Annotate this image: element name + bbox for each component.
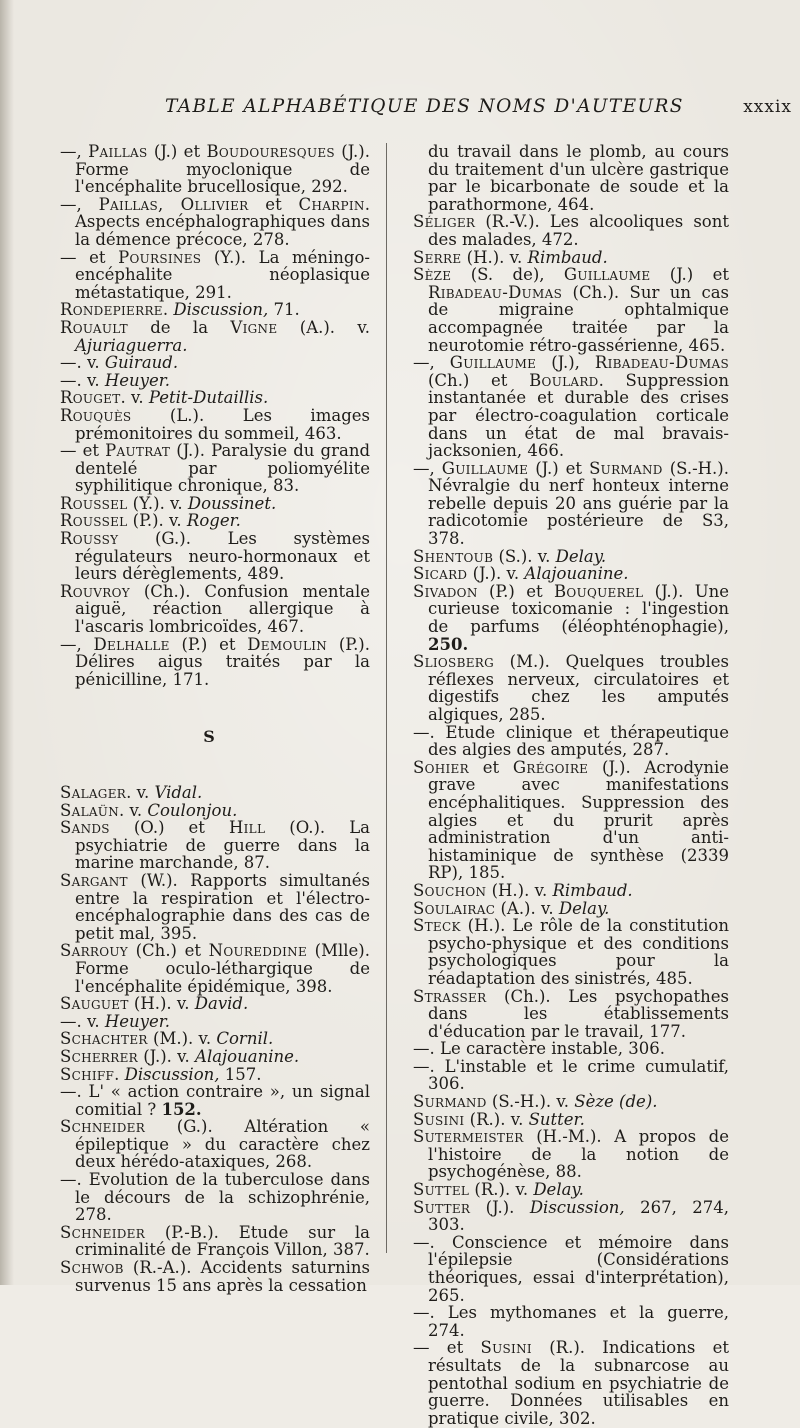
- index-entry: [60, 495, 370, 513]
- entry-text: (H.). v.: [128, 994, 195, 1014]
- entry-text: (R.). v.: [464, 1109, 529, 1129]
- index-entry: [60, 1013, 370, 1031]
- entry-text: de la: [127, 317, 231, 337]
- author-name: Surmand: [413, 1092, 487, 1112]
- index-entry: [413, 548, 729, 566]
- author-name: Vigne: [230, 317, 278, 337]
- author-name: Bouquerel: [554, 581, 644, 601]
- index-entry: [413, 1339, 729, 1427]
- cross-reference: Roger.: [186, 511, 241, 531]
- index-entry: [413, 1304, 729, 1339]
- author-name: Soulairac: [413, 898, 496, 918]
- author-name: Schachter: [60, 1029, 148, 1049]
- author-name: Rouault: [60, 317, 128, 337]
- author-name: Guillaume: [449, 353, 537, 373]
- index-entry: [413, 917, 729, 987]
- author-name: Scherrer: [60, 1046, 138, 1066]
- author-name: Sarrouy: [60, 941, 129, 961]
- index-entry: [413, 565, 729, 583]
- entry-text: (Y.). La méningo-encéphalite néoplasique métastatique, 291.: [75, 247, 371, 302]
- entry-text: (H.). Le rôle de la constitution psycho-physique et des conditions psychologiques pour la réadaptation des sinistrés, 485.: [428, 916, 729, 988]
- index-entry: [413, 1040, 729, 1058]
- cross-reference: Heuyer.: [104, 370, 171, 390]
- author-name: Paillas, Ollivier: [98, 194, 249, 214]
- index-entry: [60, 636, 370, 689]
- index-entry: [413, 1093, 729, 1111]
- entry-text: —,: [60, 142, 89, 161]
- author-name: Serre: [413, 247, 462, 267]
- author-name: Grégoire: [512, 757, 589, 777]
- author-name: Paillas: [88, 142, 148, 161]
- author-name: Séliger: [413, 212, 476, 232]
- entry-text: (L.). Les images prémonitoires du sommeil, 463.: [75, 405, 370, 443]
- entry-text: (J.). Une curieuse toxicomanie : l'ingestion de parfums (éléophténophagie),: [428, 581, 729, 637]
- author-name: Sauguet: [60, 994, 129, 1014]
- author-name: Guillaume: [563, 265, 651, 285]
- index-entry: [60, 819, 370, 872]
- index-entry: [413, 266, 729, 354]
- index-entry: [60, 143, 370, 196]
- index-entry: [413, 143, 729, 213]
- entry-text: (P.-B.). Etude sur la criminalité de François Villon, 387.: [75, 1222, 370, 1260]
- author-name: Pautrat: [105, 441, 171, 461]
- author-name: Schneider: [60, 1117, 146, 1137]
- index-entry: [60, 1066, 370, 1084]
- entry-text: . v.: [126, 783, 155, 802]
- entry-text: (H.-M.). A propos de l'histoire de la notion de psychogénèse, 88.: [428, 1127, 729, 1182]
- entry-text: (A.). v.: [277, 317, 370, 337]
- entry-text: (H.). v.: [461, 247, 528, 267]
- cross-reference: Rimbaud.: [527, 247, 608, 267]
- author-name: Souchon: [413, 880, 487, 900]
- entry-text: . v.: [119, 800, 148, 820]
- author-name: Rouvroy: [60, 581, 130, 601]
- author-name: Sliosberg: [413, 652, 494, 672]
- author-name: Rouquès: [60, 405, 132, 425]
- entry-text: (G.). Altération « épileptique » du caractère chez deux hérédo-ataxiques, 268.: [75, 1117, 370, 1172]
- index-entry: [413, 460, 729, 548]
- index-entry: [60, 530, 370, 583]
- index-entry: [413, 653, 729, 723]
- cross-reference: Discussion,: [173, 300, 269, 320]
- entry-text: (P.). v.: [127, 511, 187, 531]
- entry-text: (S. de),: [451, 265, 564, 285]
- entry-text: (J.),: [536, 353, 595, 373]
- index-entry: [60, 1224, 370, 1259]
- entry-text: (R.). v.: [469, 1180, 534, 1200]
- index-entry: [413, 724, 729, 759]
- running-head: [60, 96, 792, 126]
- entry-text: —. L' « action contraire », un signal comitial ?: [60, 1082, 370, 1119]
- index-entry: [413, 1181, 729, 1199]
- entry-text: (Mlle). Forme oculo-léthargique de l'encéphalite épidémique, 398.: [75, 941, 370, 996]
- author-name: Rondepierre: [60, 300, 163, 320]
- index-entry: [60, 389, 370, 407]
- entry-text: . v.: [120, 388, 149, 408]
- author-name: Sands: [60, 818, 110, 838]
- entry-text: (H.). v.: [486, 880, 553, 900]
- index-entry: [413, 988, 729, 1041]
- cross-reference: David.: [194, 994, 249, 1014]
- cross-reference: Doussinet.: [187, 493, 277, 513]
- author-name: Boudouresques: [206, 142, 335, 161]
- entry-text: (Ch.). Sur un cas de migraine ophtalmique accompagnée traitée par la neurotomie rétro-gassérienne, 465.: [428, 282, 729, 355]
- entry-text: 152.: [161, 1099, 202, 1119]
- index-entry: [60, 1083, 370, 1118]
- author-name: Sohier: [413, 757, 469, 777]
- author-name: Boulard: [529, 370, 599, 390]
- cross-reference: Alajouanine.: [195, 1046, 300, 1066]
- entry-text: — et: [413, 1338, 481, 1358]
- entry-text: 267, 274, 303.: [428, 1197, 730, 1235]
- cross-reference: Delay.: [555, 546, 607, 566]
- author-name: Hill: [228, 818, 266, 838]
- author-name: Delhalle: [93, 634, 170, 654]
- author-name: Roussel: [60, 493, 128, 513]
- entry-text: (A.). v.: [495, 898, 559, 918]
- running-title: TABLE ALPHABÉTIQUE DES NOMS D'AUTEURS: [165, 96, 684, 117]
- entry-text: (J.) et: [147, 142, 207, 161]
- left-column-entries-top: [60, 143, 370, 688]
- index-entry: [60, 1171, 370, 1224]
- cross-reference: Sèze (de).: [574, 1092, 658, 1112]
- index-entry: [413, 354, 729, 460]
- cross-reference: Guiraud.: [104, 353, 179, 373]
- entry-text: (Y.). v.: [127, 493, 188, 513]
- author-name: Schwob: [60, 1258, 124, 1278]
- entry-text: (S.). v.: [493, 546, 556, 566]
- index-entry: [413, 1128, 729, 1181]
- entry-text: —. v.: [60, 370, 105, 390]
- author-name: Roussel: [60, 511, 128, 531]
- author-name: Guillaume: [441, 458, 529, 478]
- index-entry: [413, 759, 729, 882]
- entry-text: —. Les mythomanes et la guerre, 274.: [413, 1303, 729, 1340]
- cross-reference: Discussion,: [124, 1064, 220, 1084]
- index-entry: [60, 442, 370, 495]
- entry-text: — et: [60, 247, 119, 267]
- cross-reference: Petit-Dutaillis.: [148, 388, 269, 408]
- cross-reference: Delay.: [533, 1180, 584, 1200]
- index-entry: [60, 372, 370, 390]
- entry-text: — et: [60, 441, 106, 461]
- entry-text: (J.). Acrodynie grave avec manifestations encéphalitiques. Suppression des algies et du prurit après administration d'un anti-histaminique de synthèse (2339 RP), 185.: [428, 757, 729, 883]
- entry-text: —,: [413, 353, 450, 373]
- right-column-entries: [413, 143, 729, 1427]
- author-name: Charpin: [298, 194, 365, 214]
- entry-text: (J.) et: [528, 458, 590, 478]
- index-entry: [60, 512, 370, 530]
- index-entry: [413, 583, 729, 653]
- entry-text: (G.). Les systèmes régulateurs neuro-hormonaux et leurs dérèglements, 489.: [75, 529, 370, 584]
- index-entry: [60, 1118, 370, 1171]
- entry-text: (O.) et: [109, 818, 229, 838]
- index-entry: [413, 213, 729, 248]
- entry-text: (J.). Forme myoclonique de l'encéphalite brucellosique, 292.: [75, 142, 370, 197]
- cross-reference: Delay.: [558, 898, 610, 918]
- entry-text: (Ch.) et: [428, 370, 530, 390]
- cross-reference: Alajouanine.: [524, 564, 629, 584]
- entry-text: (S.-H.). Névralgie du nerf honteux interne rebelle depuis 20 ans guérie par la radicotomie postérieure de S3, 378.: [428, 458, 729, 549]
- author-name: Steck: [413, 916, 461, 936]
- entry-text: . Aspects encéphalographiques dans la démence précoce, 278.: [75, 194, 370, 249]
- entry-text: —. Evolution de la tuberculose dans le décours de la schizophrénie, 278.: [60, 1170, 370, 1225]
- author-name: Sèze: [413, 265, 452, 285]
- author-name: Sivadon: [413, 581, 478, 601]
- cross-reference: Coulonjou.: [147, 800, 238, 820]
- author-name: Shentoub: [413, 546, 494, 566]
- entry-text: .: [162, 300, 174, 320]
- entry-text: —. v.: [60, 1011, 105, 1031]
- page-number: xxxix: [743, 97, 792, 117]
- index-entry: [60, 249, 370, 302]
- entry-text: (Ch.) et: [128, 941, 209, 961]
- index-entry: [413, 900, 729, 918]
- entry-text: (J.).: [470, 1197, 530, 1217]
- author-name: Ribadeau-Dumas: [428, 282, 563, 302]
- entry-text: du travail dans le plomb, au cours du traitement d'un ulcère gastrique par le bicarbonate de soude et la parathormone, 464.: [428, 142, 729, 214]
- index-entry: [413, 1234, 729, 1304]
- index-entry: [60, 1048, 370, 1066]
- entry-text: (S.-H.). v.: [486, 1092, 575, 1112]
- entry-text: (R.-A.). Accidents saturnins survenus 15 ans après la cessation: [75, 1258, 370, 1295]
- entry-text: (M.). v.: [147, 1029, 217, 1049]
- left-column: [60, 143, 370, 1294]
- index-entry: [413, 249, 729, 267]
- cross-reference: Discussion,: [529, 1197, 625, 1217]
- author-name: Noureddine: [208, 941, 308, 961]
- entry-text: (Ch.). Les psychopathes dans les établissements d'éducation par le travail, 177.: [428, 986, 729, 1041]
- author-name: Susini: [480, 1338, 532, 1358]
- index-entry: [413, 1199, 729, 1234]
- entry-text: —. Etude clinique et thérapeutique des algies des amputés, 287.: [413, 722, 729, 760]
- page-gutter-shadow: [0, 0, 14, 1285]
- entry-text: (Ch.). Confusion mentale aiguë, réaction allergique à l'ascaris lombricoïdes, 467.: [75, 581, 370, 637]
- index-entry: [60, 319, 370, 354]
- entry-text: (R.-V.). Les alcooliques sont des malades, 472.: [428, 212, 729, 249]
- entry-text: (R.). Indications et résultats de la subnarcose au pentothal sodium en psychiatrie de guerre. Données utilisables en pratique civile, 302.: [428, 1338, 729, 1428]
- entry-text: (J.). v.: [137, 1046, 196, 1066]
- author-name: Demoulin: [247, 634, 328, 654]
- index-entry: [60, 995, 370, 1013]
- entry-text: (J.). Paralysie du grand dentelé par poliomyélite syphilitique chronique, 83.: [75, 441, 371, 496]
- author-name: Schneider: [60, 1222, 146, 1242]
- entry-text: —,: [413, 458, 442, 478]
- author-name: Salaün: [60, 800, 120, 820]
- entry-text: et: [468, 757, 513, 777]
- author-name: Roussy: [60, 529, 119, 549]
- author-name: Surmand: [589, 458, 663, 478]
- index-entry: [60, 784, 370, 802]
- entry-text: et: [248, 194, 299, 214]
- index-entry: [60, 802, 370, 820]
- author-name: Schiff: [60, 1064, 115, 1084]
- entry-text: (O.). La psychiatrie de guerre dans la marine marchande, 87.: [75, 818, 370, 873]
- entry-text: 71.: [268, 300, 300, 320]
- author-name: Sutter: [413, 1197, 471, 1217]
- author-name: Salager: [60, 783, 127, 802]
- author-name: Poursines: [118, 247, 202, 267]
- entry-text: —,: [60, 634, 94, 654]
- index-entry: [60, 872, 370, 942]
- left-column-entries-bottom: [60, 784, 370, 1294]
- entry-text: —. Conscience et mémoire dans l'épilepsie (Considérations théoriques, essai d'interprétation), 265.: [413, 1232, 729, 1305]
- entry-text: —. Le caractère instable, 306.: [413, 1039, 665, 1059]
- entry-text: 157.: [219, 1064, 262, 1084]
- index-entry: [413, 882, 729, 900]
- index-entry: [60, 196, 370, 249]
- entry-text: . Suppression instantanée et durable des crises par électro-coagulation corticale dans un état de mal bravais-jacksonien, 466.: [428, 370, 729, 461]
- index-entry: [60, 942, 370, 995]
- entry-text: 250.: [428, 634, 469, 654]
- entry-text: —. v.: [60, 353, 105, 373]
- entry-text: (P.) et: [169, 634, 248, 654]
- index-entry: [60, 407, 370, 442]
- index-entry: [60, 583, 370, 636]
- cross-reference: Cornil.: [216, 1029, 274, 1049]
- entry-text: (M.). Quelques troubles réflexes nerveux, circulatoires et digestifs chez les amputés algiques, 285.: [428, 652, 729, 724]
- cross-reference: Sutter.: [528, 1109, 585, 1129]
- cross-reference: Vidal.: [154, 783, 203, 802]
- cross-reference: Rimbaud.: [552, 880, 633, 900]
- cross-reference: Heuyer.: [104, 1011, 171, 1031]
- entry-text: (P.). Délires aigus traités par la pénicilline, 171.: [75, 634, 370, 689]
- author-name: Rouget: [60, 388, 121, 408]
- entry-text: (P.) et: [477, 581, 554, 601]
- index-entry: [413, 1058, 729, 1093]
- author-name: Ribadeau-Dumas: [594, 353, 729, 373]
- entry-text: (J.). v.: [467, 564, 525, 584]
- index-entry: [60, 1259, 370, 1294]
- author-name: Susini: [413, 1109, 465, 1129]
- cross-reference: Ajuriaguerra.: [75, 335, 188, 355]
- entry-text: .: [114, 1064, 125, 1084]
- index-entry: [60, 1030, 370, 1048]
- entry-text: (J.) et: [650, 265, 729, 285]
- entry-text: —. L'instable et le crime cumulatif, 306.: [413, 1056, 729, 1094]
- author-name: Strasser: [413, 986, 487, 1006]
- index-entry: [413, 1111, 729, 1129]
- entry-text: (W.). Rapports simultanés entre la respiration et l'électro-encéphalographie dans des cas de petit mal, 395.: [75, 870, 370, 943]
- author-name: Sicard: [413, 564, 468, 584]
- index-entry: [60, 301, 370, 319]
- right-column: [413, 143, 729, 1427]
- index-entry: [60, 354, 370, 372]
- entry-text: —,: [60, 194, 99, 214]
- author-name: Sargant: [60, 870, 128, 890]
- column-divider: [386, 143, 387, 1253]
- section-letter-heading: S: [203, 727, 215, 747]
- author-name: Suttel: [413, 1180, 470, 1200]
- author-name: Sutermeister: [413, 1127, 524, 1147]
